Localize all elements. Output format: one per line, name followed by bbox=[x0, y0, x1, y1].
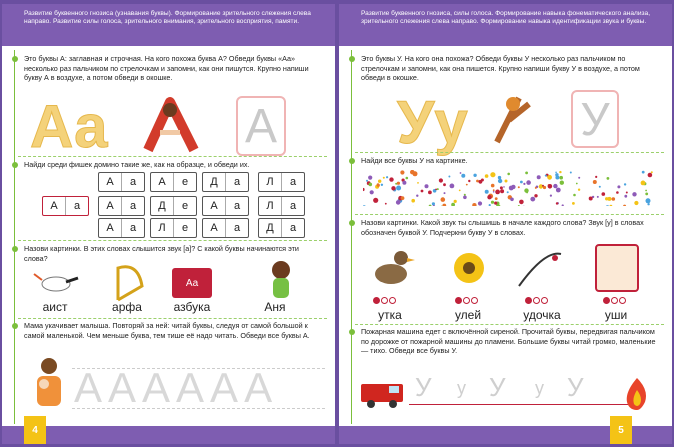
dot bbox=[559, 176, 563, 180]
dot bbox=[441, 197, 446, 202]
right-trace-box: У bbox=[571, 90, 619, 148]
word-anya: Аня bbox=[264, 300, 286, 314]
domino-right: а bbox=[233, 200, 241, 212]
dot bbox=[607, 197, 611, 201]
divider bbox=[355, 214, 664, 215]
dot bbox=[526, 180, 531, 185]
divider bbox=[18, 318, 327, 319]
domino-right: а bbox=[73, 200, 81, 212]
dot bbox=[550, 195, 552, 197]
domino-tile[interactable] bbox=[98, 196, 145, 216]
dot bbox=[578, 177, 580, 179]
word-aist: аист bbox=[42, 300, 68, 314]
dot bbox=[641, 181, 646, 186]
harp-icon bbox=[110, 262, 150, 304]
domino-tile[interactable] bbox=[258, 196, 305, 216]
dot bbox=[489, 204, 491, 206]
dot bbox=[485, 190, 489, 194]
dot bbox=[537, 175, 541, 179]
dot bbox=[448, 176, 450, 178]
dot bbox=[573, 194, 576, 197]
word-ushi: уши bbox=[604, 308, 628, 322]
snail-branch-icon bbox=[489, 92, 535, 146]
hidden-letters-dot-picture bbox=[363, 170, 663, 206]
dot bbox=[421, 190, 424, 193]
dot bbox=[439, 178, 443, 182]
divider bbox=[18, 156, 327, 157]
right-task-1-text: Это буквы У. На кого она похожа? Обведи буквы У несколько раз пальчиком по стрелочкам и запомни, как она пишется. Крупно напиши букву У в воздухе, а потом обведи в окошке. bbox=[361, 54, 640, 82]
left-task-4 bbox=[24, 321, 324, 340]
domino-left: А bbox=[99, 173, 122, 191]
dot bbox=[444, 192, 446, 194]
domino-tile[interactable] bbox=[98, 172, 145, 192]
domino-right: а bbox=[233, 222, 241, 234]
divider bbox=[355, 324, 664, 325]
dot bbox=[498, 176, 501, 179]
dot bbox=[511, 185, 515, 189]
domino-tile[interactable] bbox=[202, 218, 249, 238]
domino-left: Д bbox=[259, 219, 282, 237]
domino-left: А bbox=[203, 219, 226, 237]
dot bbox=[417, 182, 419, 184]
dot bbox=[576, 183, 578, 185]
right-task-4 bbox=[361, 327, 661, 356]
left-task-2-text: Найди среди фишек домино такие же, как на образце, и обведи их. bbox=[24, 160, 250, 169]
dot bbox=[378, 180, 381, 183]
left-task-1-text: Это буквы А: заглавная и строчная. На кого похожа буква А? Обведи буквы «Аа» несколько раз пальчиком по стрелочкам и запомни, как они пишутся. Крупно напиши букву А в воздухе, а потом обведи в окошке. bbox=[24, 54, 309, 82]
domino-right: а bbox=[233, 176, 241, 188]
dot bbox=[463, 196, 467, 200]
dot bbox=[366, 180, 368, 182]
right-task-4-text: Пожарная машина едет с включённой сиреной. Прочитай буквы, передвигая пальчиком по дорожке от пожарной машины до пламени. Большие буквы читай громко, маленькие — тихо. Обведи все буквы У. bbox=[361, 327, 656, 355]
trace-letter-2: у bbox=[457, 378, 466, 398]
trace-letter-3: У bbox=[489, 372, 506, 402]
right-page bbox=[339, 4, 672, 444]
domino-left: А bbox=[99, 197, 122, 215]
sound-scheme-udochka bbox=[525, 297, 548, 304]
dot bbox=[624, 195, 627, 198]
dot bbox=[510, 198, 514, 202]
dot bbox=[396, 200, 401, 205]
dot bbox=[485, 174, 489, 178]
rabbit-ears-icon bbox=[595, 244, 639, 292]
dot bbox=[410, 170, 415, 174]
dot bbox=[432, 202, 435, 205]
sound-scheme-utka bbox=[373, 297, 396, 304]
sound-scheme-uley bbox=[455, 297, 478, 304]
right-green-rule bbox=[351, 50, 352, 424]
dot bbox=[612, 197, 616, 201]
dot bbox=[500, 186, 503, 189]
dot bbox=[460, 172, 462, 174]
domino-tile[interactable] bbox=[202, 172, 249, 192]
dot bbox=[616, 191, 619, 194]
dot bbox=[593, 180, 597, 184]
dot bbox=[647, 203, 649, 205]
domino-tile[interactable] bbox=[98, 218, 145, 238]
dot bbox=[570, 172, 572, 174]
domino-left: А bbox=[151, 173, 174, 191]
right-task-1 bbox=[361, 54, 661, 83]
domino-left: Д bbox=[151, 197, 174, 215]
dot bbox=[494, 202, 497, 205]
dot bbox=[466, 184, 468, 186]
domino-left: Л bbox=[151, 219, 174, 237]
dot bbox=[370, 190, 374, 194]
dot bbox=[442, 204, 446, 206]
dot bbox=[605, 205, 609, 206]
divider bbox=[355, 152, 664, 153]
domino-left: А bbox=[203, 197, 226, 215]
bullet-icon bbox=[349, 220, 355, 226]
dot bbox=[500, 189, 504, 193]
page-number: 5 bbox=[610, 416, 632, 444]
dot bbox=[461, 174, 465, 178]
domino-left: Л bbox=[259, 197, 282, 215]
right-task-2 bbox=[361, 156, 661, 166]
domino-right: е bbox=[181, 200, 189, 212]
word-udochka: удочка bbox=[523, 308, 561, 322]
dot bbox=[597, 196, 599, 198]
bullet-icon bbox=[349, 56, 355, 62]
word-uley: улей bbox=[454, 308, 482, 322]
dot bbox=[493, 191, 495, 193]
dot bbox=[626, 192, 628, 194]
domino-right: а bbox=[289, 200, 297, 212]
dot bbox=[391, 186, 395, 190]
left-page bbox=[2, 4, 335, 444]
dot bbox=[435, 189, 437, 191]
dot bbox=[473, 174, 476, 177]
dot bbox=[578, 189, 580, 191]
dot bbox=[651, 171, 653, 173]
dot bbox=[402, 181, 406, 185]
domino-right: а bbox=[129, 222, 137, 234]
dot bbox=[589, 197, 593, 201]
dot bbox=[525, 172, 528, 175]
dot bbox=[368, 176, 372, 180]
dot bbox=[530, 197, 535, 202]
dot bbox=[547, 175, 552, 180]
dot bbox=[645, 193, 648, 196]
fire-truck-icon bbox=[359, 376, 407, 410]
bullet-icon bbox=[12, 246, 18, 252]
left-header: Развитие буквенного гнозиса (узнавания буквы). Формирование зрительного слежения слева направо. Развитие силы голоса, зрительного внимания, зрительного восприятия, памяти. bbox=[2, 4, 335, 46]
left-footer bbox=[2, 426, 335, 444]
dot bbox=[555, 172, 557, 174]
dot bbox=[401, 196, 405, 200]
dot bbox=[396, 186, 401, 191]
right-header: Развитие буквенного гнозиса, силы голоса. Формирование навыка фонематического анализа, зрительного слежения слева направо. Формирование навыка идентификации звука и буквы. bbox=[339, 4, 672, 46]
dot bbox=[507, 173, 510, 176]
domino-right: е bbox=[181, 176, 189, 188]
dot bbox=[411, 199, 415, 203]
domino-tile[interactable] bbox=[258, 218, 305, 238]
dot bbox=[428, 191, 432, 195]
dot bbox=[373, 198, 378, 203]
dot bbox=[437, 188, 439, 190]
divider bbox=[18, 240, 327, 241]
word-azbuka: азбука bbox=[173, 300, 211, 314]
dot bbox=[464, 194, 466, 196]
left-trace-row: АААААА bbox=[74, 364, 279, 411]
bullet-icon bbox=[349, 158, 355, 164]
dot bbox=[386, 176, 388, 178]
dot bbox=[555, 176, 559, 180]
domino-left: Д bbox=[203, 173, 226, 191]
girl-anya-icon bbox=[264, 258, 298, 304]
dot bbox=[602, 192, 606, 196]
dot bbox=[648, 173, 653, 178]
dot bbox=[523, 183, 525, 185]
flame-icon bbox=[623, 376, 651, 410]
dot bbox=[560, 181, 564, 185]
dot bbox=[383, 177, 385, 179]
dot bbox=[632, 192, 636, 196]
dot bbox=[425, 184, 429, 188]
trace-letter-4: у bbox=[535, 378, 544, 398]
domino-tile[interactable] bbox=[258, 172, 305, 192]
dot bbox=[416, 195, 418, 197]
dot bbox=[548, 184, 553, 189]
left-trace-box: А bbox=[236, 96, 286, 156]
bullet-icon bbox=[12, 56, 18, 62]
dot bbox=[617, 185, 620, 188]
dot bbox=[507, 191, 509, 193]
dot bbox=[524, 188, 528, 192]
dot bbox=[545, 175, 547, 177]
dot bbox=[634, 201, 638, 205]
dot bbox=[468, 180, 470, 182]
right-task-3-text: Назови картинки. Какой звук ты слышишь в начале каждого слова? Звук [у] в словах обозначен буквой У. Подчеркни букву У в словах. bbox=[361, 218, 644, 237]
domino-right: е bbox=[181, 222, 189, 234]
right-task-3 bbox=[361, 218, 661, 237]
dot bbox=[556, 202, 558, 204]
dot bbox=[518, 186, 520, 188]
word-arfa: арфа bbox=[112, 300, 142, 314]
dot bbox=[498, 179, 502, 183]
mother-baby-icon bbox=[28, 356, 70, 414]
domino-right: а bbox=[129, 176, 137, 188]
domino-tile[interactable] bbox=[150, 196, 197, 216]
left-green-rule bbox=[14, 50, 15, 424]
domino-left: Л bbox=[259, 173, 282, 191]
book-icon: Аа bbox=[172, 268, 212, 298]
dot bbox=[599, 186, 601, 188]
dot bbox=[556, 188, 561, 193]
dot bbox=[505, 180, 508, 183]
dot bbox=[400, 170, 404, 174]
dot bbox=[363, 205, 366, 206]
word-utka: утка bbox=[378, 308, 402, 322]
bullet-icon bbox=[349, 329, 355, 335]
dot bbox=[559, 171, 561, 173]
duck-icon bbox=[369, 244, 415, 290]
dot bbox=[491, 201, 494, 204]
bullet-icon bbox=[12, 162, 18, 168]
dot bbox=[503, 186, 505, 188]
dot bbox=[487, 195, 491, 199]
trace-letter-1: У bbox=[415, 372, 432, 402]
left-task-3-text: Назови картинки. В этих словах слышится звук [а]? С какой буквы начинаются эти слова? bbox=[24, 244, 299, 263]
sound-scheme-ushi bbox=[603, 297, 626, 304]
dot bbox=[562, 204, 564, 206]
left-big-letters: Аа bbox=[30, 93, 108, 160]
dot bbox=[406, 177, 409, 180]
left-task-4-text: Мама укачивает малыша. Повторяй за ней: читай буквы, следуя от самой большой к самой маленькой. Чем меньше буква, тем тише её надо читать. Обведи все буквы А. bbox=[24, 321, 310, 340]
dot bbox=[385, 203, 387, 205]
right-big-letters: Уу bbox=[397, 89, 468, 156]
dot bbox=[454, 200, 457, 203]
girl-letter-a-icon bbox=[142, 96, 202, 154]
dot bbox=[624, 183, 626, 185]
domino-right: а bbox=[289, 222, 297, 234]
dot bbox=[495, 190, 500, 195]
left-task-1 bbox=[24, 54, 324, 83]
dot bbox=[450, 184, 455, 189]
dot bbox=[472, 203, 476, 206]
dot bbox=[534, 194, 537, 197]
dot bbox=[443, 183, 446, 186]
dot bbox=[645, 190, 647, 192]
dot bbox=[369, 183, 373, 187]
domino-tile[interactable] bbox=[150, 172, 197, 192]
dot bbox=[572, 202, 575, 205]
domino-left: А bbox=[43, 197, 66, 215]
dot bbox=[397, 182, 400, 185]
dot bbox=[535, 187, 537, 189]
domino-tile[interactable] bbox=[150, 218, 197, 238]
dot bbox=[607, 177, 610, 180]
dot bbox=[623, 205, 626, 206]
dot bbox=[519, 200, 524, 205]
dot bbox=[518, 205, 520, 206]
dot bbox=[429, 205, 432, 206]
dot bbox=[363, 188, 365, 191]
domino-right: а bbox=[289, 176, 297, 188]
dot bbox=[389, 177, 393, 181]
domino-right: а bbox=[129, 200, 137, 212]
dot bbox=[459, 190, 461, 192]
fishing-rod-icon bbox=[515, 246, 565, 290]
dot bbox=[553, 184, 557, 188]
bullet-icon bbox=[12, 323, 18, 329]
dot bbox=[595, 176, 597, 178]
dot bbox=[493, 189, 495, 191]
left-task-2 bbox=[24, 160, 324, 170]
dot bbox=[476, 180, 479, 183]
dot bbox=[642, 171, 645, 174]
dot bbox=[609, 205, 612, 206]
dot bbox=[478, 201, 482, 205]
beehive-icon bbox=[447, 246, 491, 290]
dot bbox=[381, 184, 383, 186]
page-number: 4 bbox=[24, 416, 46, 444]
dot bbox=[495, 197, 498, 200]
dot bbox=[490, 172, 495, 177]
dot bbox=[520, 181, 523, 184]
dot bbox=[543, 186, 546, 189]
domino-tile[interactable] bbox=[202, 196, 249, 216]
dot bbox=[491, 184, 495, 188]
path-line bbox=[409, 404, 642, 405]
dot bbox=[646, 198, 651, 203]
domino-left: А bbox=[99, 219, 122, 237]
dot bbox=[377, 183, 380, 186]
dot bbox=[479, 180, 483, 184]
dot bbox=[451, 203, 455, 206]
trace-letter-5: У bbox=[567, 372, 584, 402]
sample-domino bbox=[42, 196, 89, 216]
right-task-2-text: Найди все буквы У на картинке. bbox=[361, 156, 468, 165]
stork-icon bbox=[32, 264, 80, 304]
